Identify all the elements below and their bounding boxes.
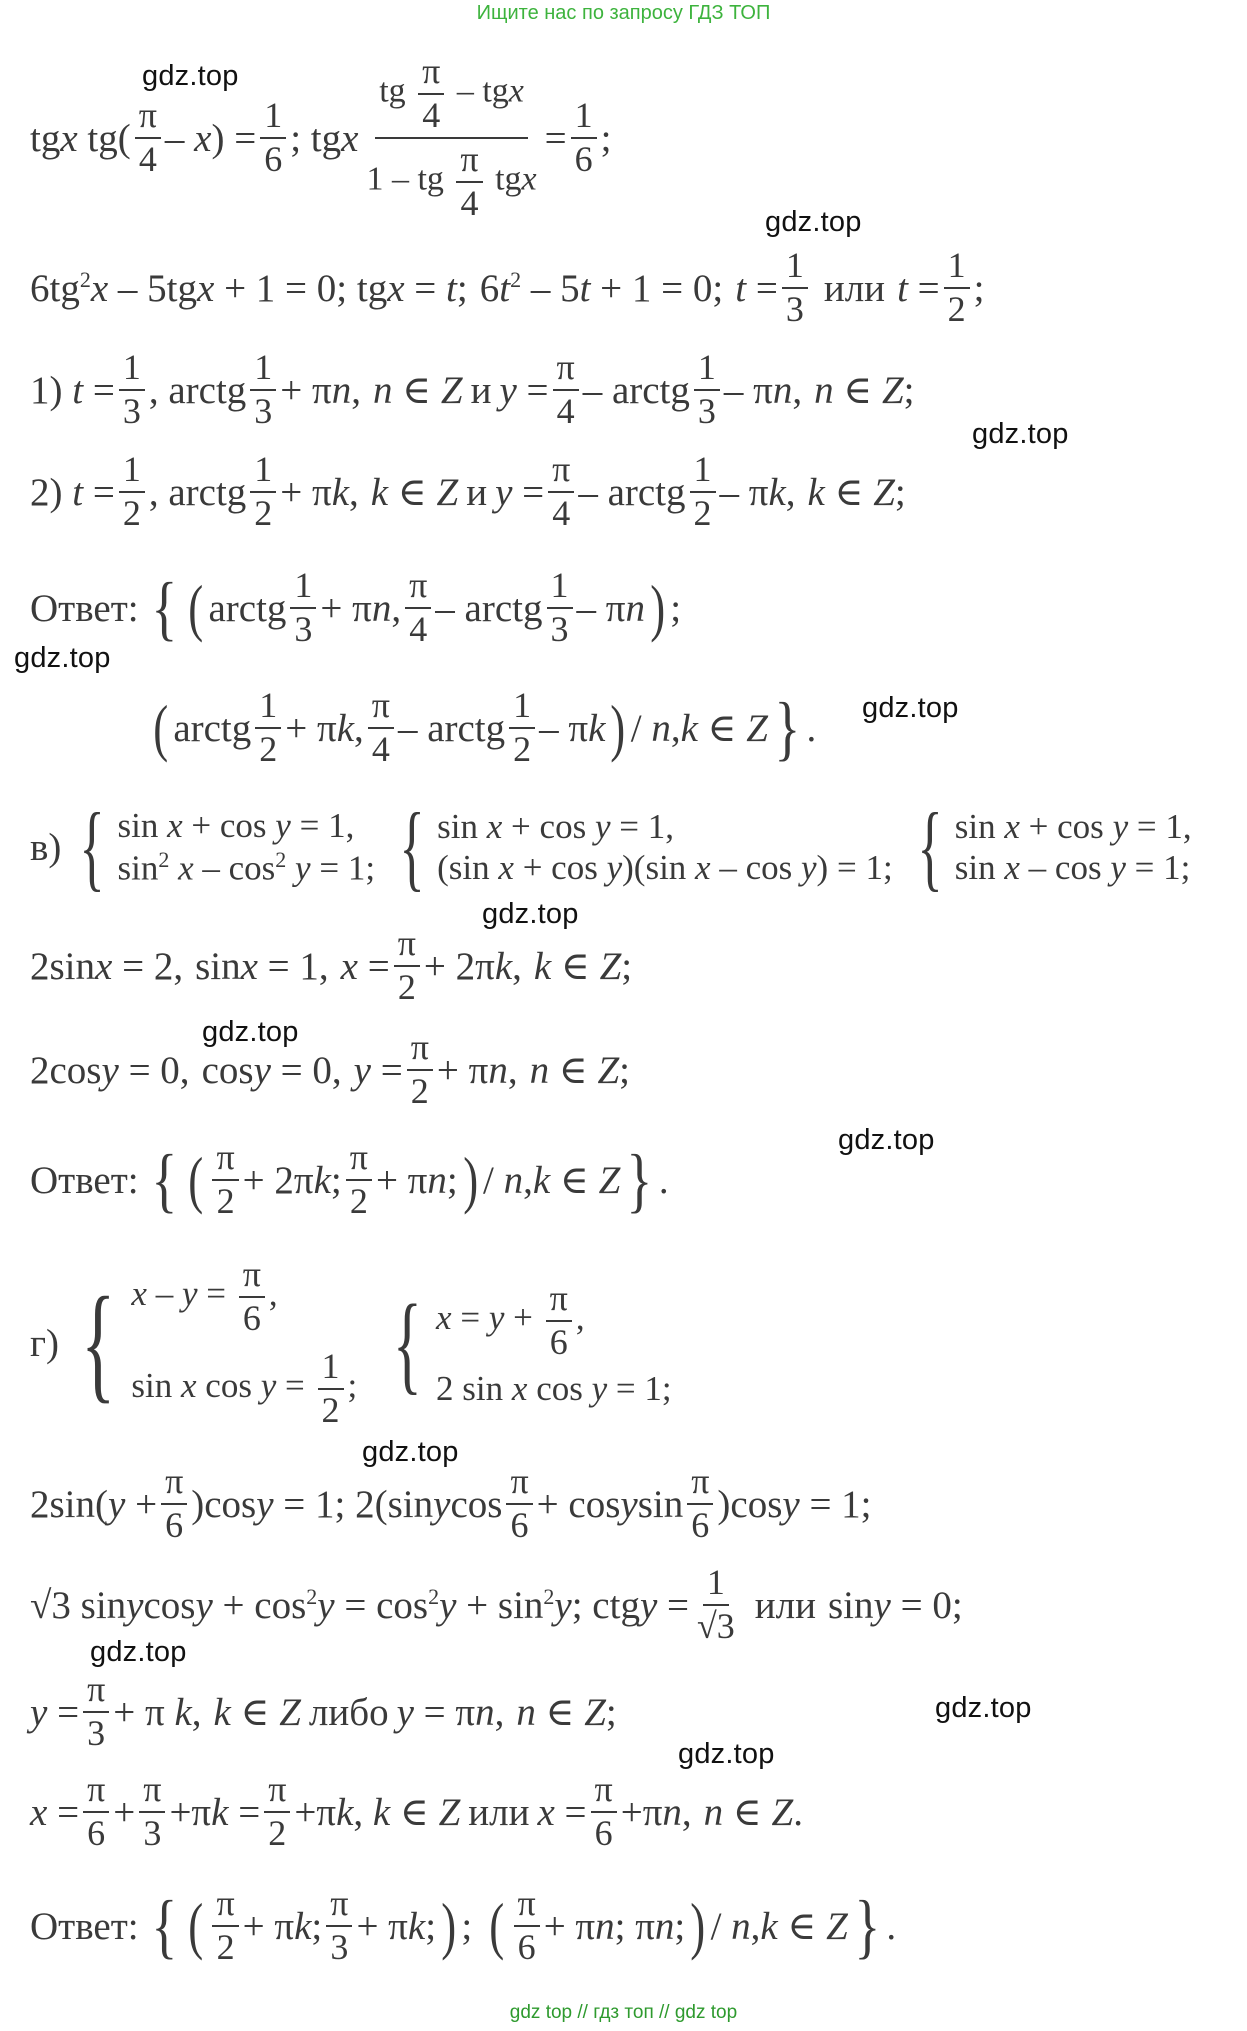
header-note: Ищите нас по запросу ГДЗ ТОП [476,2,771,24]
equation-line: 2) t = $\frac{1}{2}$ , arctg $\frac{1}{2}$ + πk, k ∈ Z и y = $\frac{\pi}{4}$ – arctg $\frac{1}{2}$ – πk, k ∈ Z; [30,449,906,533]
watermark: gdz.top [972,418,1069,450]
watermark: gdz.top [202,1016,299,1048]
watermark: gdz.top [14,642,111,674]
watermark: gdz.top [678,1738,775,1770]
watermark: gdz.top [482,898,579,930]
watermark: gdz.top [142,60,239,92]
equation-line: 2cosy = 0, cosy = 0, y = $\frac{\pi}{2}$ + πn, n ∈ Z; [30,1027,630,1111]
word-or: или [468,1790,530,1834]
answer-line: Ответ: { ( $\frac{\pi}{2}$ + 2πk; $\frac{\pi}{2}$ + πn; ) / n,k ∈ Z } . [30,1137,669,1221]
watermark: gdz.top [935,1692,1032,1724]
word-or: или [754,1583,816,1627]
word-either: либо [308,1690,389,1734]
watermark: gdz.top [362,1436,459,1468]
watermark: gdz.top [838,1124,935,1156]
system-line: в) { sin x + cos y = 1, $\sin^2 x - \cos^2 y = 1$; { sin x + cos y = 1, (sin x + cos y)(sin x – cos y) = 1; { sin x + cos y = 1, sin x – cos y = 1; [30,793,1192,900]
part-label: в) [30,825,62,869]
answer-label: Ответ: [30,1904,139,1948]
equation-line: 2sin(y + $\frac{\pi}{6}$ )cosy = 1; 2(sinycos $\frac{\pi}{6}$ + cosysin $\frac{\pi}{6}$ )cosy = 1; [30,1461,872,1545]
equation-line: √3 sinycosy + $\cos^2y = \cos^2y + \sin^2y$; ctgy = $\frac{1}{√3}$ или siny = 0; [30,1562,963,1646]
word-and: и [470,368,492,412]
watermark: gdz.top [90,1636,187,1668]
equation-line: 1) t = $\frac{1}{3}$ , arctg $\frac{1}{3}$ + πn, n ∈ Z и y = $\frac{\pi}{4}$ – arctg $\frac{1}{3}$ – πn, n ∈ Z; [30,347,915,431]
part-label: г) [30,1321,59,1365]
answer-line: Ответ: { ( arctg $\frac{1}{3}$ + πn, $\frac{\pi}{4}$ – arctg $\frac{1}{3}$ – πn ) ; [30,565,682,649]
answer-line: Ответ: { ( $\frac{\pi}{2}$ + πk; $\frac{\pi}{3}$ + πk; ) ; ( $\frac{\pi}{6}$ + πn; πn; ) / n,k ∈ Z } . [30,1883,897,1967]
equation-line: tgx tg( $\frac{\pi}{4}$ – x) = $\frac{1}{6}$ ; tgx tg $\frac{\pi}{4}$ – tgx 1 – tg $\frac{\pi}{4}$ tgx = $\frac{1}{6}$ ; [30,51,612,223]
equation-line: $6tg^2x - 5tgx + 1 = 0$; tgx = t; $6t^2 - 5t + 1 = 0$; t = $\frac{1}{3}$ или t = $\frac{1}{2}$ ; [30,245,985,329]
equation-line: x = $\frac{\pi}{6}$ + $\frac{\pi}{3}$ +πk = $\frac{\pi}{2}$ +πk, k ∈ Z или x = $\frac{\pi}{6}$ +πn, n ∈ Z. [30,1769,803,1853]
system-line: г) { x – y = $\frac{\pi}{6}$ , sin x cos y = $\frac{1}{2}$ ; { x = y + $\frac{\pi}{6}$ , 2 sin x cos y = 1; [30,1254,672,1430]
answer-label: Ответ: [30,1158,139,1202]
footer-note: gdz top // гдз топ // gdz top [509,2002,738,2023]
answer-label: Ответ: [30,586,139,630]
watermark: gdz.top [862,692,959,724]
watermark: gdz.top [765,206,862,238]
word-or: или [823,266,886,310]
equation-line: y = $\frac{\pi}{3}$ + π k, k ∈ Z либо y = πn, n ∈ Z; [30,1669,617,1753]
word-and: и [466,470,488,514]
equation-line: 2sinx = 2, sinx = 1, x = $\frac{\pi}{2}$ + 2πk, k ∈ Z; [30,923,633,1007]
answer-line: ( arctg $\frac{1}{2}$ + πk, $\frac{\pi}{4}$ – arctg $\frac{1}{2}$ – πk ) / n,k ∈ Z } . [153,685,817,769]
